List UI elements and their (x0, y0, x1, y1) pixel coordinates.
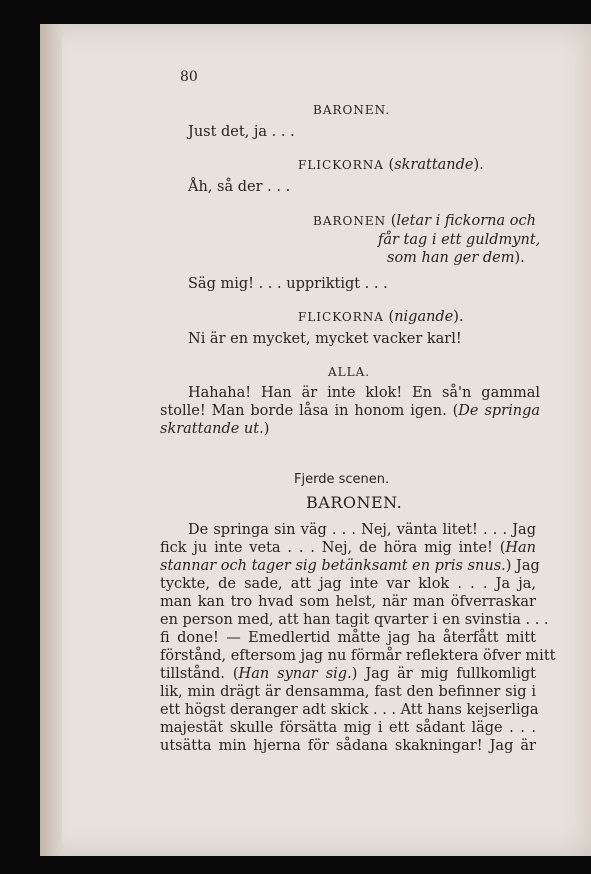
mono-7 (160, 629, 536, 647)
speaker-baronen-1 (313, 101, 390, 119)
mono-12-part: majestät skulle försätta mig i ett sådant läge . . . (160, 720, 536, 736)
speaker-baronen-2-part: letar i fickorna och (396, 213, 536, 229)
mono-10-part: lik, min drägt är densamma, fast den befinner sig i (160, 684, 536, 700)
line-hahaha-3 (160, 420, 269, 438)
mono-11-part: ett högst deranger adt skick . . . Att hans kejserliga (160, 702, 539, 718)
mono-6-part: en person med, att han tagit qvarter i en svinstia . . . (160, 612, 549, 628)
mono-9-part: Han synar sig. (238, 666, 352, 682)
line-hahaha-2 (160, 402, 540, 420)
speaker-baronen-3 (306, 494, 402, 512)
mono-3 (160, 557, 540, 575)
mono-5 (160, 593, 536, 611)
speaker-flickorna-2-part: nigande (394, 309, 454, 325)
line-ah-sa-der-part: Åh, så der . . . (188, 179, 291, 195)
mono-3-part: ) Jag (505, 558, 540, 574)
speaker-alla (328, 363, 370, 381)
mono-4 (160, 575, 536, 593)
mono-10 (160, 683, 536, 701)
speaker-flickorna-1-part: skrattande (394, 157, 474, 173)
line-just-det-part: Just det, ja . . . (188, 124, 295, 140)
mono-2-part: fick ju inte veta . . . Nej, de höra mig inte! ( (160, 540, 506, 556)
mono-2 (160, 539, 536, 557)
line-ni-ar (188, 330, 462, 348)
line-hahaha-2-part: stolle! Man borde låsa in honom igen. ( (160, 403, 459, 419)
page-number: 80 (180, 69, 198, 85)
mono-7-part: fi done! — Emedlertid måtte jag ha återfått mitt (160, 630, 536, 646)
speaker-baronen-1-part: BARONEN. (313, 103, 391, 117)
speaker-flickorna-1-part: FLICKORNA (298, 158, 384, 172)
mono-1-part: De springa sin väg . . . Nej, vänta litet! . . . Jag (188, 522, 536, 538)
mono-3-part: stannar och tager sig betänksamt en pris snus. (160, 558, 506, 574)
line-hahaha-3-part: skrattande ut. (160, 421, 264, 437)
stage-dir-1b (378, 231, 540, 249)
mono-11 (160, 701, 539, 719)
page-edge (40, 24, 62, 856)
mono-4-part: tyckte, de sade, att jag inte var klok . . . Ja ja, (160, 576, 536, 592)
speaker-baronen-2 (313, 212, 536, 230)
stage-dir-1c (387, 249, 525, 267)
speaker-flickorna-2-part: FLICKORNA (298, 310, 384, 324)
speaker-baronen-2-part: ( (386, 213, 397, 229)
speaker-flickorna-1-part: ( (383, 157, 395, 173)
stage-dir-1b-part: får tag i ett guldmynt, (378, 232, 541, 248)
mono-13 (160, 737, 536, 755)
speaker-flickorna-2-part: ). (453, 309, 464, 325)
mono-9-part: ) Jag är mig fullkomligt (351, 666, 536, 682)
speaker-flickorna-2-part: ( (383, 309, 395, 325)
line-sag-mig-part: Säg mig! . . . uppriktigt . . . (188, 276, 388, 292)
line-hahaha-3-part: ) (263, 421, 270, 437)
line-just-det (188, 123, 295, 141)
line-sag-mig (188, 275, 388, 293)
scene-heading (294, 471, 389, 489)
mono-2-part: Han (505, 540, 536, 556)
book-page (40, 24, 591, 856)
mono-9-part: tillstånd. ( (160, 666, 239, 682)
line-ni-ar-part: Ni är en mycket, mycket vacker karl! (188, 331, 462, 347)
speaker-flickorna-2 (298, 308, 464, 326)
line-hahaha-1 (188, 384, 540, 402)
mono-5-part: man kan tro hvad som helst, när man öfverraskar (160, 594, 536, 610)
speaker-alla-part: ALLA. (328, 365, 371, 379)
mono-12 (160, 719, 536, 737)
mono-6 (160, 611, 549, 629)
line-ah-sa-der (188, 178, 290, 196)
speaker-baronen-2-part: BARONEN (313, 214, 387, 228)
mono-13-part: utsätta min hjerna för sådana skakningar! Jag är (160, 738, 536, 754)
speaker-flickorna-1-part: ). (473, 157, 484, 173)
speaker-flickorna-1 (298, 156, 484, 174)
mono-8-part: förstånd, eftersom jag nu förmår reflektera öfver mitt (160, 648, 556, 664)
line-hahaha-1-part: Hahaha! Han är inte klok! En så'n gammal (188, 385, 540, 401)
mono-8 (160, 647, 556, 665)
mono-1 (188, 521, 536, 539)
line-hahaha-2-part: De springa (458, 403, 541, 419)
stage-dir-1c-part: som han ger dem (387, 250, 515, 266)
speaker-baronen-3-part: BARONEN. (306, 493, 403, 512)
scene-heading-part: Fjerde scenen. (294, 472, 390, 487)
stage-dir-1c-part: ). (514, 250, 525, 266)
mono-9 (160, 665, 536, 683)
